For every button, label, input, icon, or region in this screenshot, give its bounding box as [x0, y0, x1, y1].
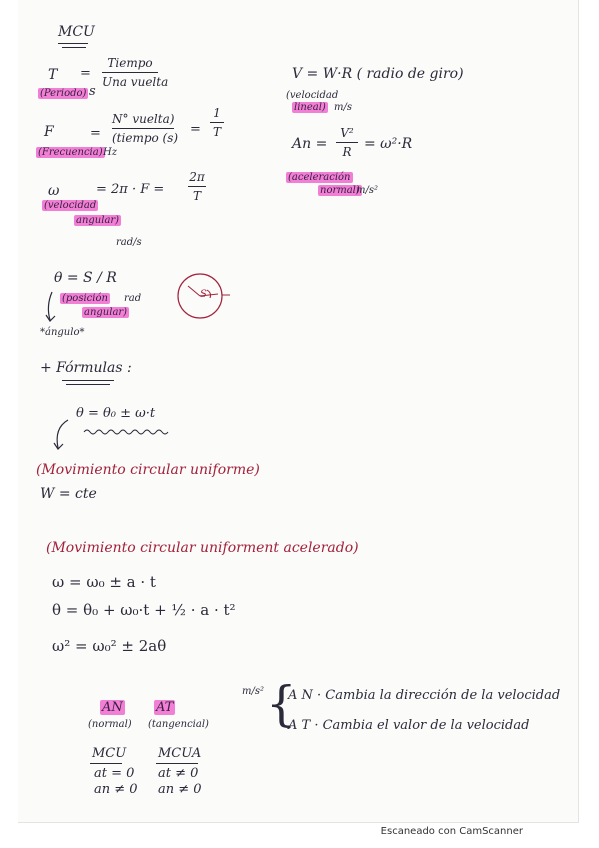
mcu-compare-row-1: at = 0	[94, 766, 135, 781]
frecuencia-denominator-2: T	[212, 125, 221, 139]
periodo-fraction	[102, 56, 169, 89]
velocidad-lineal-label-1: (velocidad	[286, 90, 339, 101]
mcua-compare-row-1: at ≠ 0	[158, 766, 199, 781]
mcua-compare-underline	[156, 763, 198, 764]
pos-angular-label-1: (posición	[62, 293, 108, 304]
formulas-underline-1	[62, 380, 114, 381]
periodo-numerator: Tiempo	[107, 56, 153, 70]
acel-normal-lhs: An =	[292, 136, 328, 152]
frecuencia-numerator: N° vuelta)	[112, 112, 175, 126]
frecuencia-fraction-2	[210, 106, 224, 139]
an-label: AN	[102, 700, 123, 715]
title-underline-1	[58, 43, 88, 44]
frecuencia-equals-2: =	[190, 122, 201, 137]
mcu-compare-underline	[90, 763, 122, 764]
mcu-compare-header: MCU	[92, 746, 127, 761]
mcua-formula-2: θ = θ₀ + ω₀·t + ½ · a · t²	[52, 601, 236, 619]
acel-normal-denominator: R	[342, 145, 352, 159]
mcu-name: (Movimiento circular uniforme)	[36, 462, 260, 478]
acel-normal-label-2: normal)	[320, 185, 360, 196]
acel-normal-rhs: = ω²·R	[364, 136, 413, 152]
page-margin	[0, 0, 18, 848]
frecuencia-equals: =	[90, 126, 101, 141]
frecuencia-symbol: F	[44, 124, 54, 140]
vel-angular-fraction	[188, 170, 206, 203]
periodo-symbol: T	[48, 67, 58, 83]
frecuencia-numerator-2: 1	[213, 106, 221, 120]
periodo-unit: s	[89, 84, 96, 99]
vel-angular-equals: = 2π · F =	[96, 182, 165, 197]
pos-angular-unit: rad	[124, 293, 142, 304]
at-label: AT	[156, 700, 174, 715]
an-caption: (normal)	[88, 719, 132, 730]
vel-angular-unit: rad/s	[116, 237, 142, 248]
vel-angular-label-1: (velocidad	[44, 200, 97, 211]
mcu-formula: θ = θ₀ ± ω·t	[76, 406, 156, 421]
an-description: A N · Cambia la dirección de la velocidad	[288, 688, 561, 703]
mcua-compare-row-2: an ≠ 0	[158, 782, 202, 797]
pos-angular-formula: θ = S / R	[54, 270, 117, 286]
mcua-formula-3: ω² = ω₀² ± 2aθ	[52, 637, 167, 655]
mcua-name: (Movimiento circular uniforment acelerado)	[46, 540, 359, 556]
frecuencia-label: (Frecuencia)	[38, 147, 103, 158]
down-arrow-icon	[40, 290, 70, 330]
vel-angular-numerator: 2π	[189, 170, 205, 184]
frecuencia-fraction	[112, 112, 179, 145]
frecuencia-unit: Hz	[103, 147, 117, 158]
periodo-denominator: Una vuelta	[102, 75, 169, 89]
velocidad-lineal-formula: V = W·R ( radio de giro)	[292, 66, 464, 82]
scanner-watermark: Escaneado con CamScanner	[380, 826, 523, 837]
periodo-label: (Periodo)	[40, 88, 87, 99]
squiggle-underline	[84, 428, 174, 436]
formulas-underline-2	[66, 384, 110, 385]
title-underline-2	[62, 47, 86, 48]
angulo-note: *ángulo*	[40, 327, 85, 338]
vel-angular-symbol: ω	[48, 183, 60, 199]
acel-normal-label-1: (aceleración	[288, 172, 351, 183]
mcu-condition: W = cte	[40, 486, 97, 502]
page-title: MCU	[58, 24, 95, 40]
velocidad-lineal-label-2: lineal)	[294, 102, 326, 113]
at-caption: (tangencial)	[148, 719, 209, 730]
frecuencia-denominator: (tiempo (s)	[112, 131, 179, 145]
at-description: A T · Cambia el valor de la velocidad	[288, 718, 530, 733]
velocidad-lineal-unit: m/s	[334, 102, 352, 113]
mcua-formula-1: ω = ω₀ ± a · t	[52, 573, 156, 591]
acel-normal-numerator: V²	[340, 126, 354, 140]
mcua-compare-header: MCUA	[158, 746, 202, 761]
vel-angular-label-2: angular)	[76, 215, 120, 226]
acel-unit: m/s²	[242, 686, 264, 697]
acel-normal-unit: m/s²	[356, 185, 378, 196]
acel-normal-fraction	[336, 126, 358, 159]
mcu-compare-row-2: an ≠ 0	[94, 782, 138, 797]
vel-angular-denominator: T	[192, 189, 201, 203]
brace-icon: {	[266, 676, 297, 732]
circle-diagram-label: S	[200, 289, 207, 300]
periodo-equals: =	[80, 66, 91, 81]
curved-arrow-icon	[50, 418, 74, 454]
formulas-heading: + Fórmulas :	[40, 360, 132, 376]
pos-angular-label-2: angular)	[84, 307, 128, 318]
